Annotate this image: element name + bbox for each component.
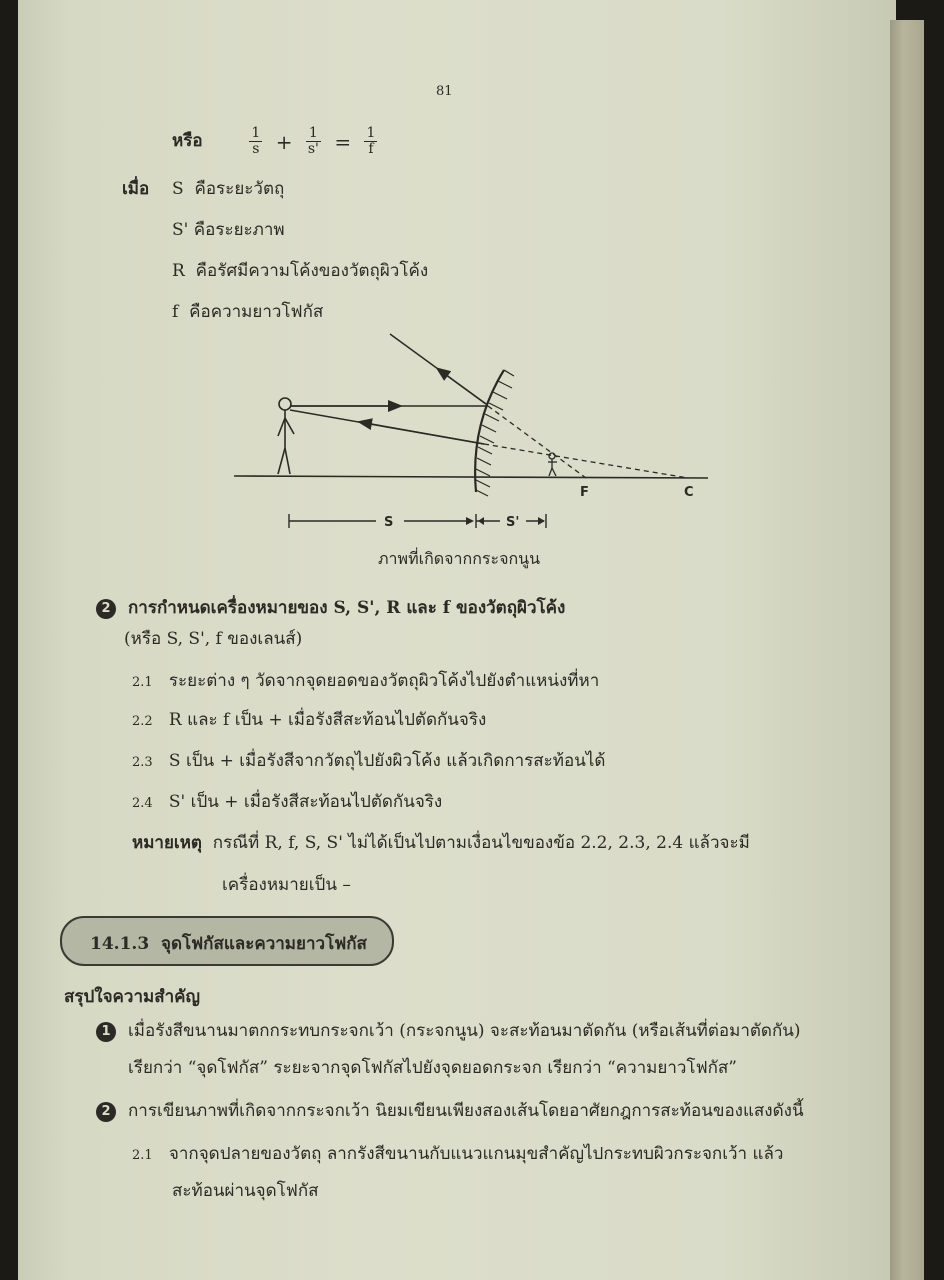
formula-plus: +	[275, 129, 293, 154]
formula-equals: =	[334, 129, 352, 154]
summary-point-2-marker: 2	[96, 1102, 116, 1122]
summary-point-1-marker: 1	[96, 1022, 116, 1042]
section2-title: 2 การกำหนดเครื่องหมายของ S, S', R และ f ของวัตถุผิวโค้ง	[96, 597, 565, 619]
section2-item-2: 2.2 R และ f เป็น + เมื่อรังสีสะท้อนไปตัดกันจริง	[132, 710, 487, 730]
object-distance-label: S	[384, 515, 394, 530]
summary-heading: สรุปใจความสำคัญ	[64, 987, 201, 1007]
section2-item-3: 2.3 S เป็น + เมื่อรังสีจากวัตถุไปยังผิวโค้ง แล้วเกิดการสะท้อนได้	[132, 751, 606, 771]
formula-term2: $\frac{1}{s'}$	[307, 125, 319, 157]
section2-marker: 2	[96, 599, 116, 619]
center-label: C	[684, 485, 694, 500]
definition-s-prime: S' คือระยะภาพ	[172, 220, 285, 240]
image-distance-label: S'	[506, 515, 520, 530]
definition-f: f คือความยาวโฟกัส	[172, 302, 324, 322]
virtual-ray-focus	[488, 406, 586, 478]
definitions-intro: เมื่อ	[122, 179, 150, 199]
principal-axis	[234, 476, 708, 478]
section-heading-box	[60, 916, 394, 966]
convex-mirror-diagram	[0, 0, 944, 560]
virtual-ray-center	[484, 444, 688, 478]
section2-note-cont: เครื่องหมายเป็น –	[222, 875, 351, 895]
formula-rhs: $\frac{1}{f}$	[366, 125, 376, 157]
summary-point-2: 2 การเขียนภาพที่เกิดจากกระจกเว้า นิยมเขียนเพียงสองเส้นโดยอาศัยกฎการสะท้อนของแสงดังนี้	[96, 1100, 804, 1122]
section-heading: 14.1.3 จุดโฟกัสและความยาวโฟกัส	[90, 934, 367, 954]
summary-sub-item-cont: สะท้อนผ่านจุดโฟกัส	[172, 1181, 319, 1201]
object-figure	[278, 398, 294, 474]
convex-mirror	[475, 370, 504, 492]
section2-item-4: 2.4 S' เป็น + เมื่อรังสีสะท้อนไปตัดกันจริง	[132, 792, 443, 812]
definition-s: S คือระยะวัตถุ	[172, 179, 285, 199]
definition-r: R คือรัศมีความโค้งของวัตถุผิวโค้ง	[172, 261, 429, 281]
section2-item-1: 2.1 ระยะต่าง ๆ วัดจากจุดยอดของวัตถุผิวโค้งไปยังตำแหน่งที่หา	[132, 671, 600, 691]
focus-label: F	[580, 485, 589, 500]
summary-point-1: 1 เมื่อรังสีขนานมาตกกระทบกระจกเว้า (กระจกนูน) จะสะท้อนมาตัดกัน (หรือเส้นที่ต่อมาตัดกัน)	[96, 1020, 801, 1042]
summary-point-1-cont: เรียกว่า “จุดโฟกัส” ระยะจากจุดโฟกัสไปยังจุดยอดกระจก เรียกว่า “ความยาวโฟกัส”	[128, 1058, 737, 1078]
section2-note: หมายเหตุ กรณีที่ R, f, S, S' ไม่ได้เป็นไปตามเงื่อนไขของข้อ 2.2, 2.3, 2.4 แล้วจะมี	[132, 833, 750, 853]
diagram-caption: ภาพที่เกิดจากกระจกนูน	[378, 549, 541, 568]
formula-prefix: หรือ	[172, 131, 203, 151]
section2-subtitle: (หรือ S, S', f ของเลนส์)	[124, 629, 303, 649]
summary-sub-item: 2.1 จากจุดปลายของวัตถุ ลากรังสีขนานกับแนวแกนมุขสำคัญไปกระทบผิวกระจกเว้า แล้ว	[132, 1144, 784, 1164]
formula-term1: $\frac{1}{s}$	[251, 125, 261, 157]
page-number: 81	[436, 84, 453, 99]
